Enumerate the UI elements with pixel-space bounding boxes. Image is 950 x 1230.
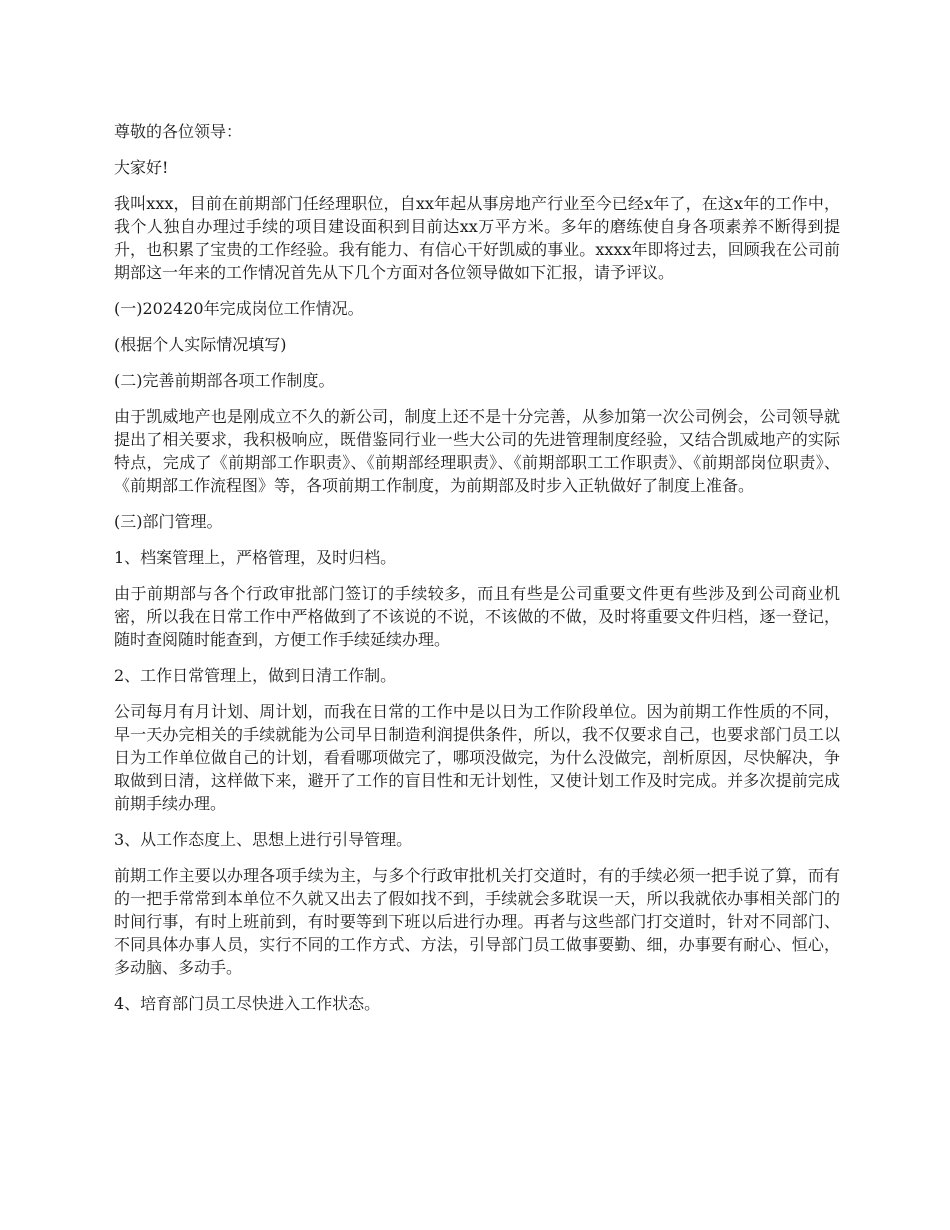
intro-paragraph: 我叫xxx，目前在前期部门任经理职位，自xx年起从事房地产行业至今已经x年了，在这x年的工作中，我个人独自办理过手续的项目建设面积到目前达xx万平方米。多年的磨练使自身各项素养不断得到提升，也积累了宝贵的工作经验。我有能力、有信心干好凯威的事业。xxxx年即将过去，回顾我在公司前期部这一年来的工作情况首先从下几个方面对各位领导做如下汇报，请予评议。	[114, 194, 840, 282]
paragraph-daily: 公司每月有月计划、周计划，而我在日常的工作中是以日为工作阶段单位。因为前期工作性质的不同，早一天办完相关的手续就能为公司早日制造利润提供条件，所以，我不仅要求自己，也要求部门员工以日为工作单位做自己的计划，看看哪项做完了，哪项没做完，为什么没做完，剖析原因，尽快解决，争取做到日清，这样做下来，避开了工作的盲目性和无计划性，又使计划工作及时完成。并多次提前完成前期手续办理。	[114, 702, 840, 813]
subheading-daily: 2、工作日常管理上，做到日清工作制。	[114, 666, 397, 685]
paragraph-archive: 由于前期部与各个行政审批部门签订的手续较多，而且有些是公司重要文件更有些涉及到公司商业机密，所以我在日常工作中严格做到了不该说的不说，不该做的不做，及时将重要文件归档，逐一登记，随时查阅随时能查到，方便工作手续延续办理。	[114, 584, 840, 649]
section-heading-3: (三)部门管理。	[114, 512, 223, 531]
document-body	[114, 120, 840, 1028]
subheading-training: 4、培育部门员工尽快进入工作状态。	[114, 994, 381, 1013]
section-note-1: (根据个人实际情况填写)	[114, 335, 287, 354]
section-paragraph-2: 由于凯威地产也是刚成立不久的新公司，制度上还不是十分完善，从参加第一次公司例会，公司领导就提出了相关要求，我积极响应，既借鉴同行业一些大公司的先进管理制度经验，又结合凯威地产的实际特点，完成了《前期部工作职责》、《前期部经理职责》、《前期部职工工作职责》、《前期部岗位职责》、《前期部工作流程图》等，各项前期工作制度，为前期部及时步入正轨做好了制度上准备。	[114, 407, 840, 495]
subheading-attitude: 3、从工作态度上、思想上进行引导管理。	[114, 830, 413, 849]
salutation: 尊敬的各位领导：	[114, 122, 243, 141]
greeting: 大家好!	[114, 158, 169, 177]
section-heading-1: (一)202420年完成岗位工作情况。	[114, 299, 364, 318]
section-heading-2: (二)完善前期部各项工作制度。	[114, 371, 335, 390]
subheading-archive: 1、档案管理上，严格管理，及时归档。	[114, 548, 397, 567]
paragraph-attitude: 前期工作主要以办理各项手续为主，与多个行政审批机关打交道时，有的手续必须一把手说了算，而有的一把手常常到本单位不久就又出去了假如找不到，手续就会多耽误一天，所以我就依办事相关部门的时间行事，有时上班前到，有时要等到下班以后进行办理。再者与这些部门打交道时，针对不同部门、不同具体办事人员，实行不同的工作方式、方法，引导部门员工做事要勤、细，办事要有耐心、恒心，多动脑、多动手。	[114, 866, 840, 977]
